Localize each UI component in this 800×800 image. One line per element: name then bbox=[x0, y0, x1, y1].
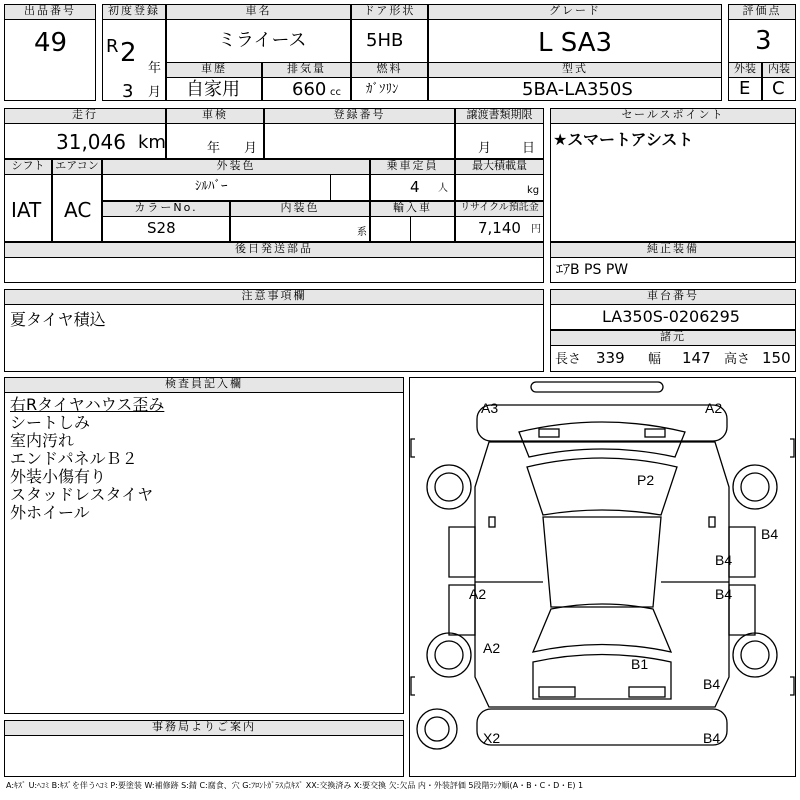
interior-color-box bbox=[230, 216, 370, 242]
era: R bbox=[106, 36, 119, 57]
damage-mark: P2 bbox=[637, 472, 655, 488]
insp-year-unit: 年 bbox=[207, 141, 221, 156]
dims-label: 諸元 bbox=[550, 330, 796, 346]
shift-label: シフト bbox=[4, 159, 52, 175]
legend: A:ｷｽﾞ U:ﾍｺﾐ B:ｷｽﾞを伴うﾍｺﾐ P:要塗装 W:補修跡 S:錆 C:腐食、穴 G:ﾌﾛﾝﾄｶﾞﾗｽ点ｷｽﾞ XX:交換済み X:要交換 欠:欠品 内・外装評価 5段階ﾗﾝｸ順(A・B・C・D・E) 1 bbox=[6, 781, 584, 790]
fuel-label: 燃料 bbox=[351, 62, 428, 78]
first-reg-label: 初度登録 bbox=[102, 4, 166, 20]
displacement-label: 排気量 bbox=[262, 62, 351, 78]
model-label: 型式 bbox=[428, 62, 722, 78]
grade-label: グレード bbox=[428, 4, 722, 20]
color-sub-box bbox=[330, 174, 370, 201]
dims-box bbox=[550, 345, 796, 372]
inspector-note: 右Rタイヤハウス歪み bbox=[10, 395, 165, 414]
ext-label: 外装 bbox=[728, 62, 762, 78]
recycle-unit: 円 bbox=[531, 224, 541, 235]
ac-label: エアコン bbox=[52, 159, 102, 175]
inspector-note: 外装小傷有り bbox=[10, 467, 107, 486]
door-label: ドア形状 bbox=[351, 4, 428, 20]
month-unit: 月 bbox=[148, 85, 162, 100]
equipment: ｴｱB PS PW bbox=[556, 262, 629, 278]
recycle-label: リサイクル預託金 bbox=[455, 201, 544, 217]
displacement: 660 bbox=[292, 79, 327, 100]
inspector-note: スタッドレスタイヤ bbox=[10, 485, 154, 504]
seats: 4 bbox=[410, 178, 420, 196]
car-damage-diagram bbox=[409, 377, 796, 777]
import-label: 輸入車 bbox=[370, 201, 455, 217]
reg-month: 3 bbox=[122, 81, 134, 102]
year-unit: 年 bbox=[148, 61, 162, 76]
recycle-fee: 7,140 bbox=[478, 219, 521, 237]
damage-mark: B4 bbox=[761, 526, 779, 542]
notes-label: 注意事項欄 bbox=[4, 289, 544, 305]
mileage-unit: km bbox=[138, 132, 166, 153]
later-parts-box bbox=[4, 257, 544, 283]
notes: 夏タイヤ積込 bbox=[10, 310, 106, 329]
damage-mark: A2 bbox=[705, 400, 723, 416]
damage-mark: A2 bbox=[483, 640, 501, 656]
chassis-number: LA350S-0206295 bbox=[602, 307, 740, 326]
load-unit: kg bbox=[527, 185, 540, 196]
inspector-note: シートしみ bbox=[10, 413, 91, 432]
inspection-label: 車検 bbox=[166, 108, 264, 124]
interior-color-label: 内装色 bbox=[230, 201, 370, 217]
damage-mark: X2 bbox=[483, 730, 501, 746]
seats-unit: 人 bbox=[438, 183, 448, 194]
damage-mark: A2 bbox=[469, 586, 487, 602]
mileage: 31,046 bbox=[56, 130, 126, 154]
inspector-label: 検査員記入欄 bbox=[4, 377, 404, 393]
width-label: 幅 bbox=[648, 352, 662, 367]
lot-label: 出品番号 bbox=[4, 4, 96, 20]
damage-mark: B4 bbox=[703, 676, 721, 692]
car-name: ミライース bbox=[218, 30, 307, 51]
height-label: 高さ bbox=[724, 352, 751, 367]
later-parts-label: 後日発送部品 bbox=[4, 242, 544, 258]
width: 147 bbox=[682, 349, 711, 367]
color-no-label: カラーNo. bbox=[102, 201, 230, 217]
damage-mark: B4 bbox=[715, 552, 733, 568]
damage-mark: A3 bbox=[481, 400, 499, 416]
grade: L SA3 bbox=[538, 28, 613, 58]
int-label: 内装 bbox=[762, 62, 796, 78]
damage-mark: B1 bbox=[631, 656, 649, 672]
inspector-notes bbox=[10, 396, 164, 522]
insp-month-unit: 月 bbox=[244, 141, 258, 156]
fuel: ｶﾞｿﾘﾝ bbox=[366, 82, 399, 97]
door-type: 5HB bbox=[366, 30, 404, 51]
mileage-label: 走行 bbox=[4, 108, 166, 124]
score-label: 評価点 bbox=[728, 4, 796, 20]
plate-box bbox=[264, 123, 455, 159]
exterior-color: ｼﾙﾊﾞｰ bbox=[195, 179, 228, 194]
seats-label: 乗車定員 bbox=[370, 159, 455, 175]
height: 150 bbox=[762, 349, 791, 367]
color-label: 外装色 bbox=[102, 159, 370, 175]
equipment-label: 純正装備 bbox=[550, 242, 796, 258]
transfer-label: 譲渡書類期限 bbox=[455, 108, 544, 124]
office-label: 事務局よりご案内 bbox=[4, 720, 404, 736]
length-label: 長さ bbox=[555, 352, 582, 367]
ac: AC bbox=[64, 198, 92, 222]
load-label: 最大積載量 bbox=[455, 159, 544, 175]
shift: IAT bbox=[11, 198, 42, 222]
model: 5BA-LA350S bbox=[522, 79, 633, 100]
transfer-month: 月 bbox=[478, 141, 492, 156]
ext-grade: E bbox=[739, 78, 751, 99]
interior-unit: 系 bbox=[357, 227, 367, 238]
damage-mark: B4 bbox=[703, 730, 721, 746]
inspector-note: エンドパネルＢ２ bbox=[10, 449, 138, 468]
transfer-day: 日 bbox=[522, 141, 536, 156]
plate-label: 登録番号 bbox=[264, 108, 455, 124]
name-label: 車名 bbox=[166, 4, 351, 20]
lot-number: 49 bbox=[34, 28, 68, 58]
int-grade: C bbox=[772, 78, 785, 99]
office-box bbox=[4, 735, 404, 777]
reg-year: 2 bbox=[120, 38, 137, 68]
import-sub-box bbox=[410, 216, 455, 242]
displacement-unit: cc bbox=[330, 87, 341, 98]
sales-label: セールスポイント bbox=[550, 108, 796, 124]
damage-mark: B4 bbox=[715, 586, 733, 602]
inspector-note: 室内汚れ bbox=[10, 431, 75, 450]
chassis-label: 車台番号 bbox=[550, 289, 796, 305]
history: 自家用 bbox=[186, 79, 240, 100]
sales-point: ★スマートアシスト bbox=[553, 130, 694, 149]
score: 3 bbox=[755, 26, 772, 56]
history-label: 車歴 bbox=[166, 62, 262, 78]
color-no: S28 bbox=[147, 219, 176, 237]
length: 339 bbox=[596, 349, 625, 367]
inspector-note: 外ホイール bbox=[10, 503, 90, 522]
